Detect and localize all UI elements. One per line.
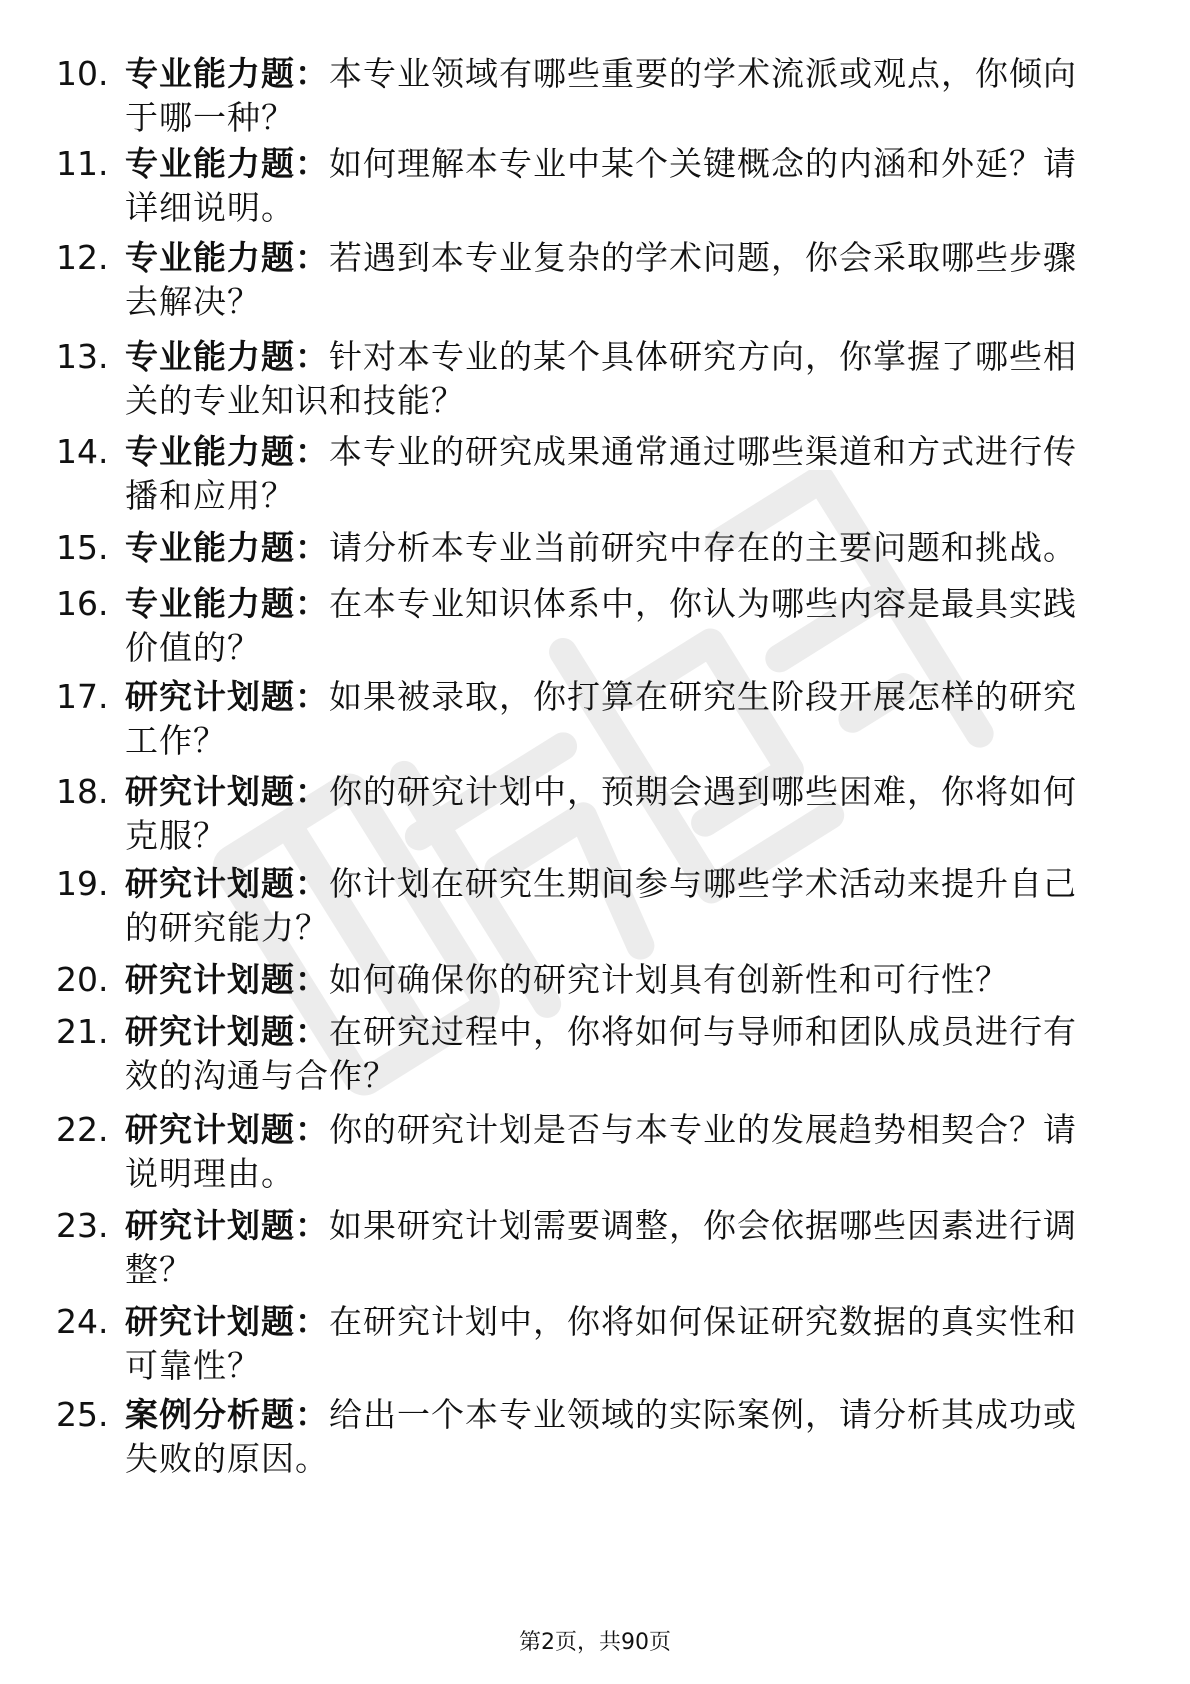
question-content <box>125 958 1105 1002</box>
question-content <box>125 236 1105 324</box>
question-text: 在本专业知识体系中，你认为哪些内容是最具实践价值的？ <box>125 584 1077 667</box>
question-content <box>125 582 1105 670</box>
question-item-19 <box>0 862 1190 962</box>
question-category: 专业能力题： <box>125 337 329 376</box>
question-number: 13. <box>56 337 109 376</box>
question-number: 12. <box>56 238 109 277</box>
question-content <box>125 770 1105 858</box>
question-text: 如何理解本专业中某个关键概念的内涵和外延？请详细说明。 <box>125 144 1077 227</box>
question-number: 10. <box>56 54 109 93</box>
question-number: 23. <box>56 1206 109 1245</box>
question-number: 15. <box>56 528 109 567</box>
question-text: 在研究计划中，你将如何保证研究数据的真实性和可靠性？ <box>125 1302 1077 1385</box>
question-text: 在研究过程中，你将如何与导师和团队成员进行有效的沟通与合作？ <box>125 1012 1077 1095</box>
question-number: 18. <box>56 772 109 811</box>
question-item-22 <box>0 1108 1190 1208</box>
question-text: 给出一个本专业领域的实际案例，请分析其成功或失败的原因。 <box>125 1395 1077 1478</box>
question-number: 25. <box>56 1395 109 1434</box>
question-text: 如何确保你的研究计划具有创新性和可行性？ <box>329 960 1009 999</box>
question-item-23 <box>0 1204 1190 1304</box>
question-text: 如果被录取，你打算在研究生阶段开展怎样的研究工作？ <box>125 677 1077 760</box>
question-category: 案例分析题： <box>125 1395 329 1434</box>
question-category: 研究计划题： <box>125 1206 329 1245</box>
question-text: 你的研究计划中，预期会遇到哪些困难，你将如何克服？ <box>125 772 1077 855</box>
question-text: 请分析本专业当前研究中存在的主要问题和挑战。 <box>329 528 1077 567</box>
question-number: 24. <box>56 1302 109 1341</box>
question-text: 如果研究计划需要调整，你会依据哪些因素进行调整？ <box>125 1206 1077 1289</box>
question-content <box>125 1108 1105 1196</box>
question-category: 研究计划题： <box>125 1110 329 1149</box>
question-text: 本专业领域有哪些重要的学术流派或观点，你倾向于哪一种？ <box>125 54 1077 137</box>
question-item-18 <box>0 770 1190 870</box>
question-number: 22. <box>56 1110 109 1149</box>
question-number: 14. <box>56 432 109 471</box>
question-category: 专业能力题： <box>125 54 329 93</box>
question-text: 针对本专业的某个具体研究方向，你掌握了哪些相关的专业知识和技能？ <box>125 337 1077 420</box>
question-number: 21. <box>56 1012 109 1051</box>
question-content <box>125 675 1105 763</box>
question-item-11 <box>0 142 1190 242</box>
question-content <box>125 335 1105 423</box>
question-category: 研究计划题： <box>125 772 329 811</box>
question-item-25 <box>0 1393 1190 1493</box>
question-number: 11. <box>56 144 109 183</box>
question-text: 你的研究计划是否与本专业的发展趋势相契合？请说明理由。 <box>125 1110 1077 1193</box>
question-number: 16. <box>56 584 109 623</box>
question-number: 17. <box>56 677 109 716</box>
question-category: 专业能力题： <box>125 432 329 471</box>
question-item-16 <box>0 582 1190 682</box>
page-number-footer: 第2页，共90页 <box>519 1630 671 1655</box>
question-item-17 <box>0 675 1190 775</box>
question-category: 专业能力题： <box>125 144 329 183</box>
question-content <box>125 1010 1105 1098</box>
question-category: 研究计划题： <box>125 960 329 999</box>
question-content <box>125 142 1105 230</box>
question-item-14 <box>0 430 1190 530</box>
question-content <box>125 1300 1105 1388</box>
question-category: 专业能力题： <box>125 528 329 567</box>
question-content <box>125 526 1105 570</box>
question-item-13 <box>0 335 1190 435</box>
question-content <box>125 1393 1105 1481</box>
question-text: 你计划在研究生期间参与哪些学术活动来提升自己的研究能力？ <box>125 864 1077 947</box>
question-category: 研究计划题： <box>125 1302 329 1341</box>
question-number: 20. <box>56 960 109 999</box>
question-item-24 <box>0 1300 1190 1400</box>
question-category: 专业能力题： <box>125 238 329 277</box>
question-content <box>125 862 1105 950</box>
question-text: 若遇到本专业复杂的学术问题，你会采取哪些步骤去解决？ <box>125 238 1077 321</box>
question-item-12 <box>0 236 1190 336</box>
question-text: 本专业的研究成果通常通过哪些渠道和方式进行传播和应用？ <box>125 432 1077 515</box>
question-category: 研究计划题： <box>125 677 329 716</box>
question-item-21 <box>0 1010 1190 1110</box>
question-number: 19. <box>56 864 109 903</box>
question-content <box>125 52 1105 140</box>
question-category: 研究计划题： <box>125 1012 329 1051</box>
question-content <box>125 1204 1105 1292</box>
question-item-10 <box>0 52 1190 152</box>
question-category: 专业能力题： <box>125 584 329 623</box>
question-category: 研究计划题： <box>125 864 329 903</box>
question-content <box>125 430 1105 518</box>
